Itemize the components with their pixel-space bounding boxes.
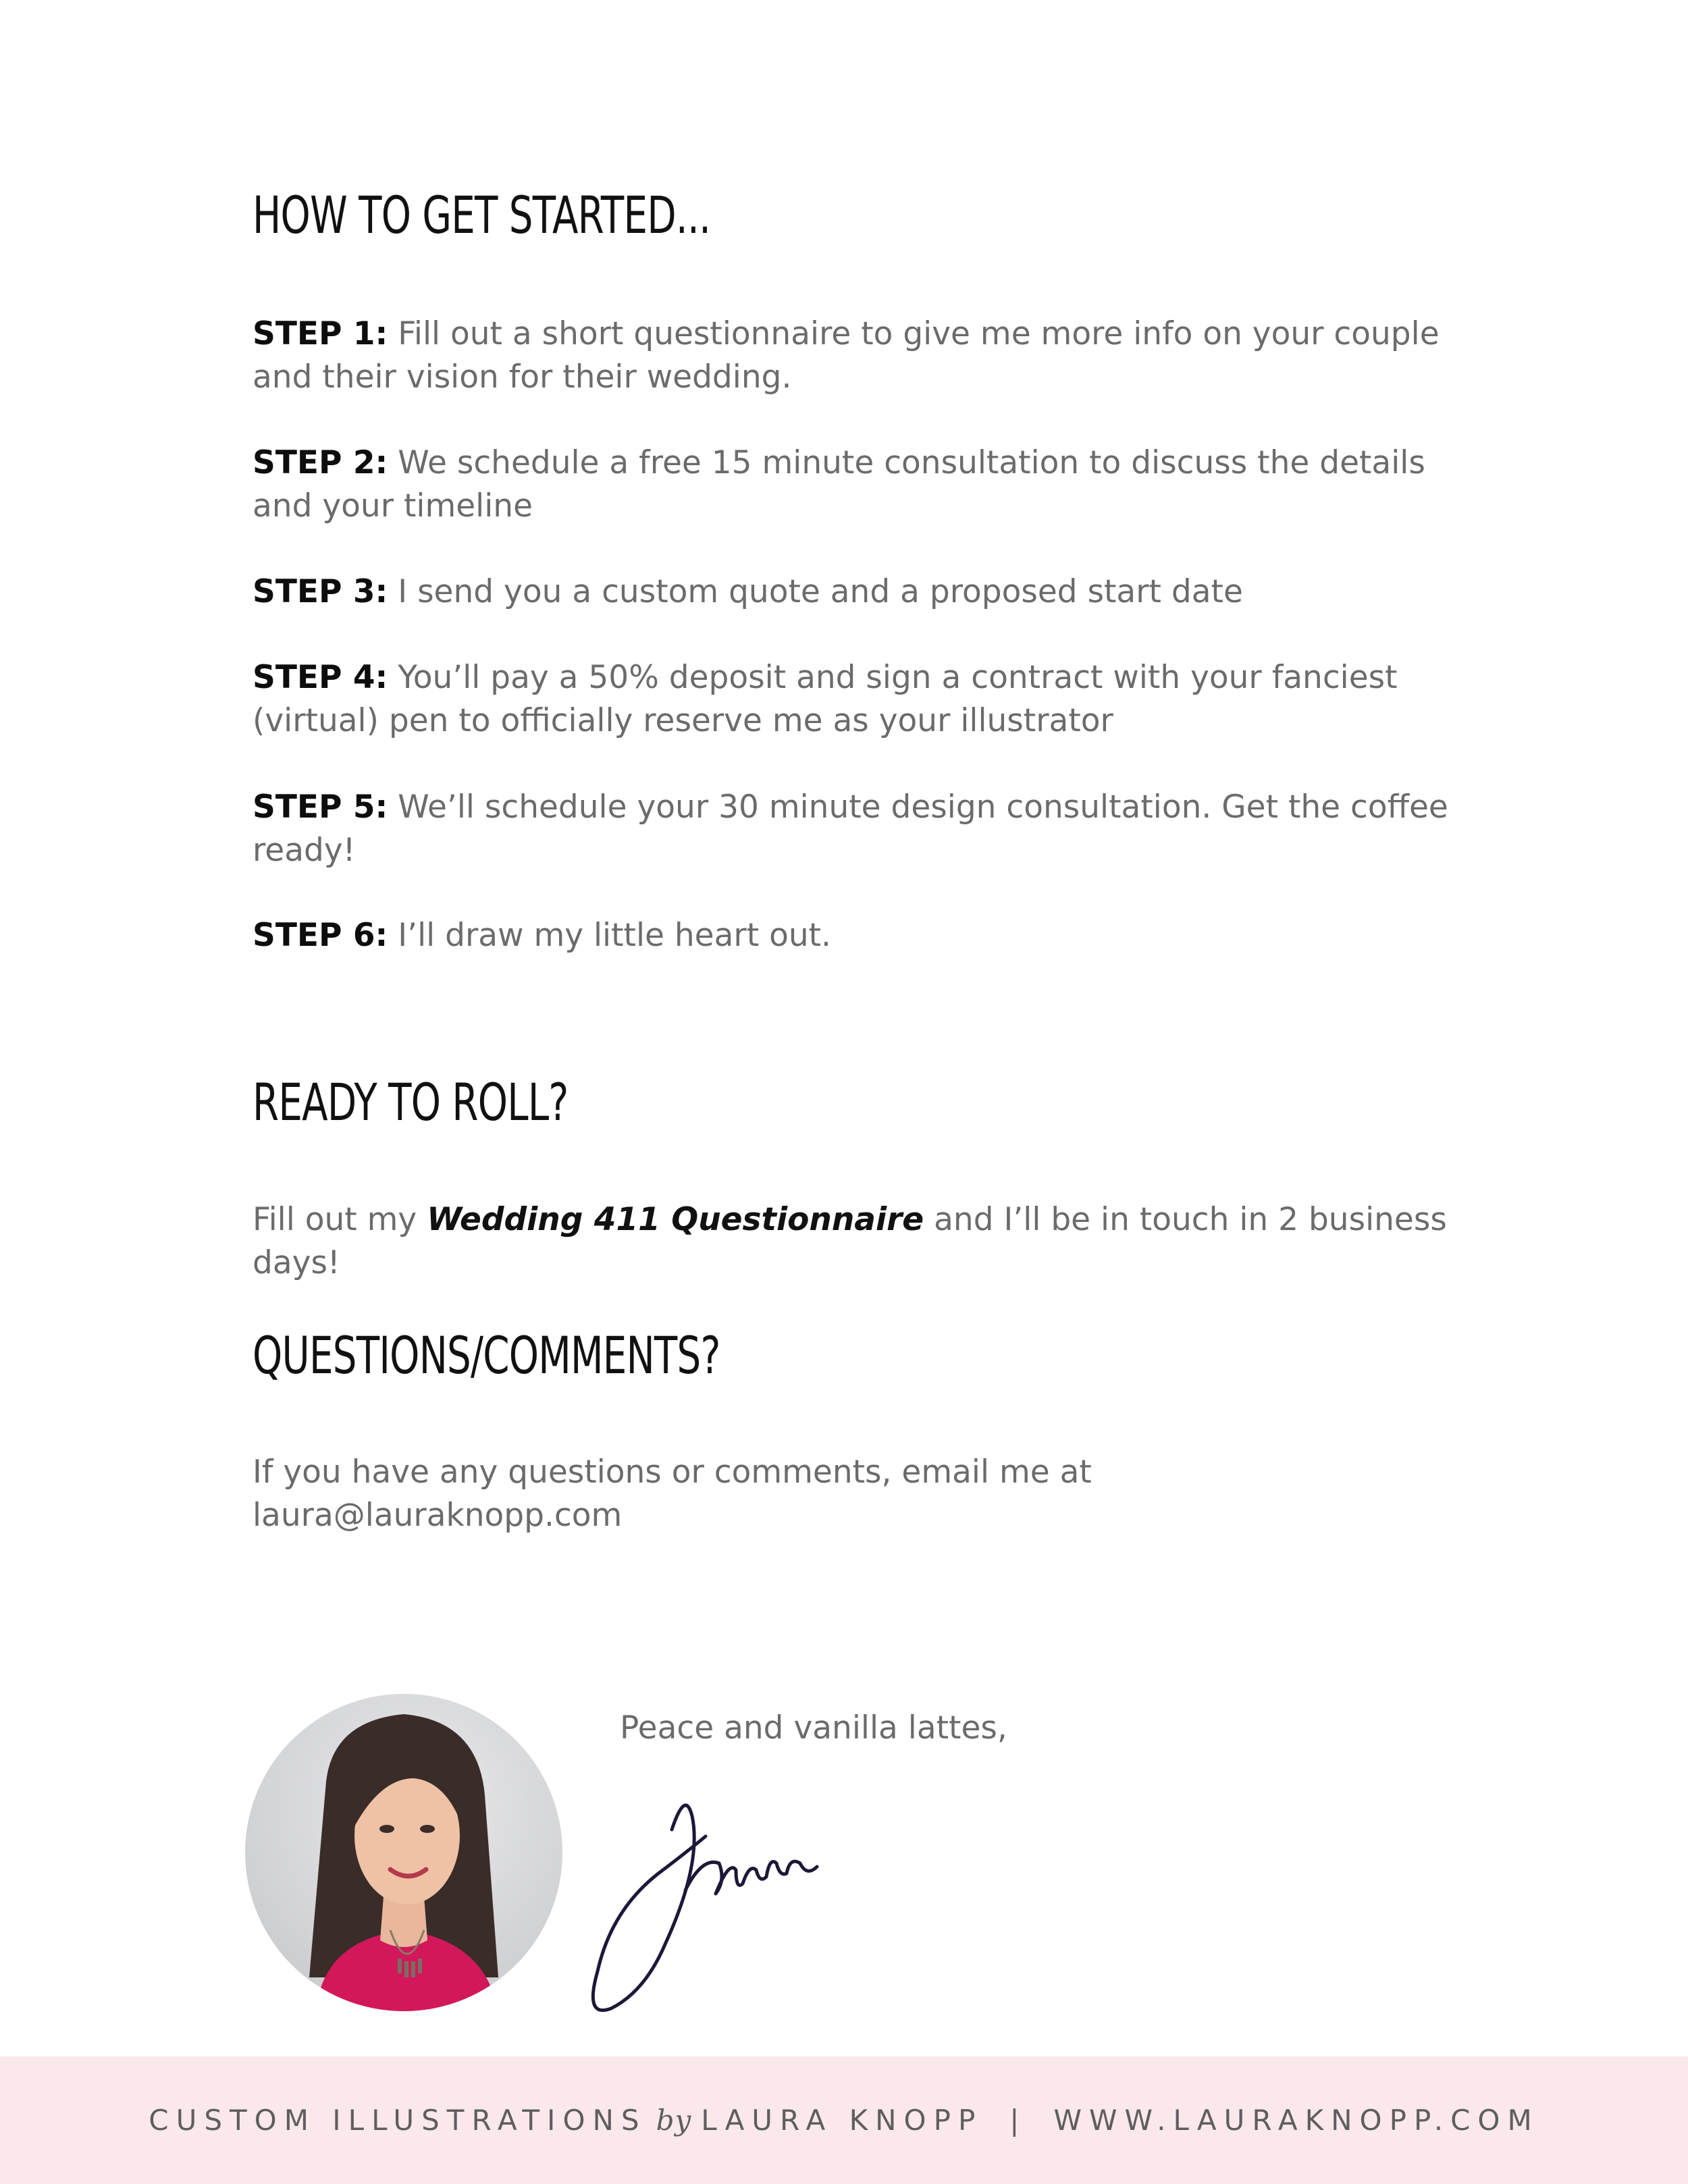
heading-how-to-get-started: HOW TO GET STARTED... — [253, 185, 711, 245]
footer-name: LAURA KNOPP — [701, 2104, 983, 2137]
step-1-label: STEP 1: — [253, 315, 388, 352]
step-3 — [253, 570, 1461, 614]
step-6-text: I’ll draw my little heart out. — [388, 917, 831, 954]
step-1 — [253, 313, 1461, 399]
closing-line: Peace and vanilla lattes, — [620, 1709, 1007, 1747]
step-2-text: We schedule a free 15 minute consultation to discuss the details and your timeline — [253, 444, 1425, 525]
ready-paragraph — [253, 1198, 1461, 1285]
signature-image — [584, 1776, 868, 2025]
footer-left-text: CUSTOM ILLUSTRATIONS — [149, 2104, 647, 2137]
step-1-text: Fill out a short questionnaire to give me more info on your couple and their vision for their wedding. — [253, 315, 1440, 396]
author-photo — [245, 1694, 562, 2011]
step-5-label: STEP 5: — [253, 789, 388, 826]
heading-ready-to-roll: READY TO ROLL? — [253, 1072, 569, 1132]
step-2-label: STEP 2: — [253, 444, 388, 481]
step-6-label: STEP 6: — [253, 917, 388, 954]
step-4 — [253, 656, 1461, 743]
step-3-label: STEP 3: — [253, 573, 388, 610]
step-6 — [253, 914, 1461, 957]
step-5 — [253, 786, 1461, 872]
portrait-illustration — [245, 1694, 562, 2011]
footer — [0, 2056, 1688, 2184]
heading-questions-comments: QUESTIONS/COMMENTS? — [253, 1325, 720, 1385]
step-5-text: We’ll schedule your 30 minute design consultation. Get the coffee ready! — [253, 789, 1448, 869]
ready-text-after: and I’ll be in touch in 2 business days! — [253, 1201, 1447, 1281]
footer-website-link[interactable]: WWW.LAURAKNOPP.COM — [1053, 2104, 1539, 2137]
questions-paragraph: If you have any questions or comments, email me at laura@lauraknopp.com — [253, 1454, 1092, 1534]
footer-by: by — [656, 2104, 692, 2137]
questionnaire-link[interactable]: Wedding 411 Questionnaire — [427, 1201, 924, 1238]
step-2 — [253, 442, 1461, 528]
ready-text-before: Fill out my — [253, 1201, 427, 1238]
step-4-label: STEP 4: — [253, 659, 388, 696]
footer-separator: | — [1009, 2104, 1027, 2137]
footer-tagline — [0, 2056, 1688, 2184]
step-3-text: I send you a custom quote and a proposed start date — [388, 573, 1243, 610]
step-4-text: You’ll pay a 50% deposit and sign a contract with your fanciest (virtual) pen to officially reserve me as your illustrator — [253, 659, 1398, 739]
